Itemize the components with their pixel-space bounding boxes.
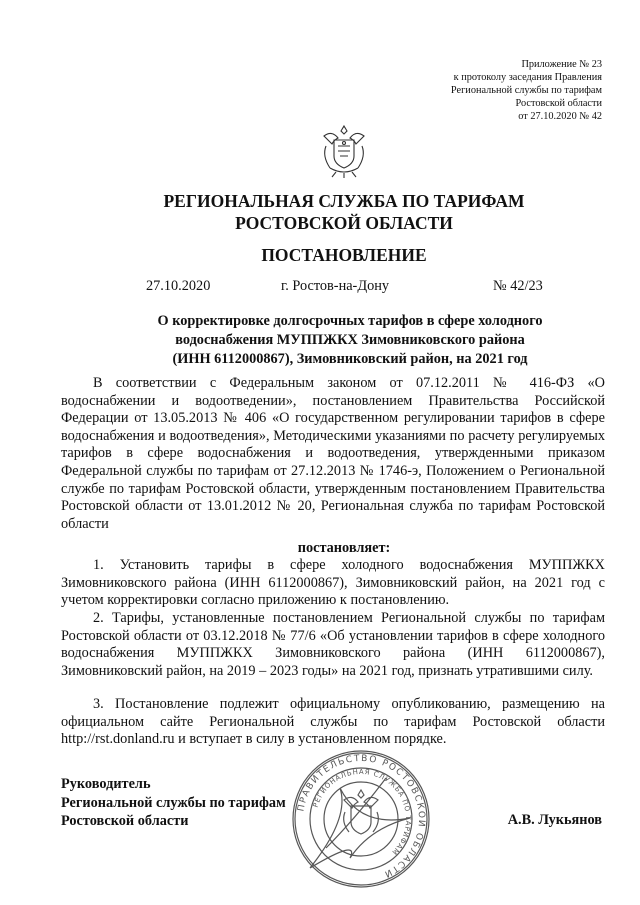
signatory-title-line: Ростовской области — [61, 813, 189, 829]
appendix-line: Ростовской области — [515, 98, 602, 109]
document-date: 27.10.2020 — [146, 278, 211, 294]
seal-outer-text: ПРАВИТЕЛЬСТВО РОСТОВСКОЙ ОБЛАСТИ — [296, 753, 427, 880]
organization-title-line: РОСТОВСКОЙ ОБЛАСТИ — [235, 213, 453, 233]
appendix-line: Региональной службы по тарифам — [450, 85, 602, 96]
signatory-name: А.В. Лукьянов — [507, 812, 602, 828]
subject-line: (ИНН 6112000867), Зимовниковский район, на 2021 год — [172, 351, 528, 367]
document-number: № 42/23 — [493, 278, 543, 294]
document-subject — [100, 312, 600, 369]
official-seal-icon — [290, 748, 432, 890]
signatory-title-line: Региональной службы по тарифам — [61, 794, 286, 811]
organization-title — [0, 190, 640, 234]
coat-of-arms-icon — [314, 120, 374, 180]
document-type: ПОСТАНОВЛЕНИЕ — [261, 245, 427, 265]
signatory-title-line: Руководитель — [61, 776, 151, 792]
decree-word: постановляет: — [297, 540, 391, 556]
appendix-note — [372, 58, 602, 123]
decree-item-3: 3. Постановление подлежит официальному опубликованию, размещению на официальном сайте Региональной службы по тарифам Ростовской области http://rst.donland.ru и вступает в силу в установленном порядке. — [61, 696, 605, 748]
decree-item-1: 1. Установить тарифы в сфере холодного водоснабжения МУППЖКХ Зимовниковского района (ИНН 6112000867), Зимовниковский район, на 2021 год с учетом корректировки согласно приложению к постановлению. — [61, 557, 605, 609]
appendix-line: к протоколу заседания Правления — [453, 72, 602, 83]
signatory-title — [61, 775, 286, 831]
organization-title-line: РЕГИОНАЛЬНАЯ СЛУЖБА ПО ТАРИФАМ — [163, 191, 525, 211]
preamble-paragraph: В соответствии с Федеральным законом от 07.12.2011 № 416-ФЗ «О водоснабжении и водоотведении», постановлением Правительства Российской Федерации от 13.05.2013 № 406 «О государственном регулировании тарифов в сфере водоснабжения и водоотведения», Методическими указаниями по расчету регулируемых тарифов в сфере водоснабжения и водоотведения, утвержденными приказом Федеральной службы по тарифам от 27.12.2013 № 1746-э, Положением о Региональной службе по тарифам Ростовской области, утвержденным постановлением Правительства Ростовской области от 13.01.2012 № 20, Региональная служба по тарифам Ростовской области — [61, 375, 605, 532]
decree-item-2: 2. Тарифы, установленные постановлением Региональной службы по тарифам Ростовской области от 03.12.2018 № 77/6 «Об установлении тарифов в сфере холодного водоснабжения МУППЖКХ Зимовниковского района (ИНН 6112000867), Зимовниковский район, на 2019 – 2023 годы» на 2021 год, признать утратившими силу. — [61, 610, 605, 679]
subject-line: водоснабжения МУППЖКХ Зимовниковского района — [175, 332, 525, 348]
document-city: г. Ростов-на-Дону — [281, 278, 390, 294]
appendix-line: Приложение № 23 — [521, 59, 602, 70]
subject-line: О корректировке долгосрочных тарифов в сфере холодного — [157, 313, 543, 329]
seal-inner-text: РЕГИОНАЛЬНАЯ СЛУЖБА ПО ТАРИФАМ — [311, 767, 413, 857]
appendix-line: от 27.10.2020 № 42 — [518, 111, 602, 122]
